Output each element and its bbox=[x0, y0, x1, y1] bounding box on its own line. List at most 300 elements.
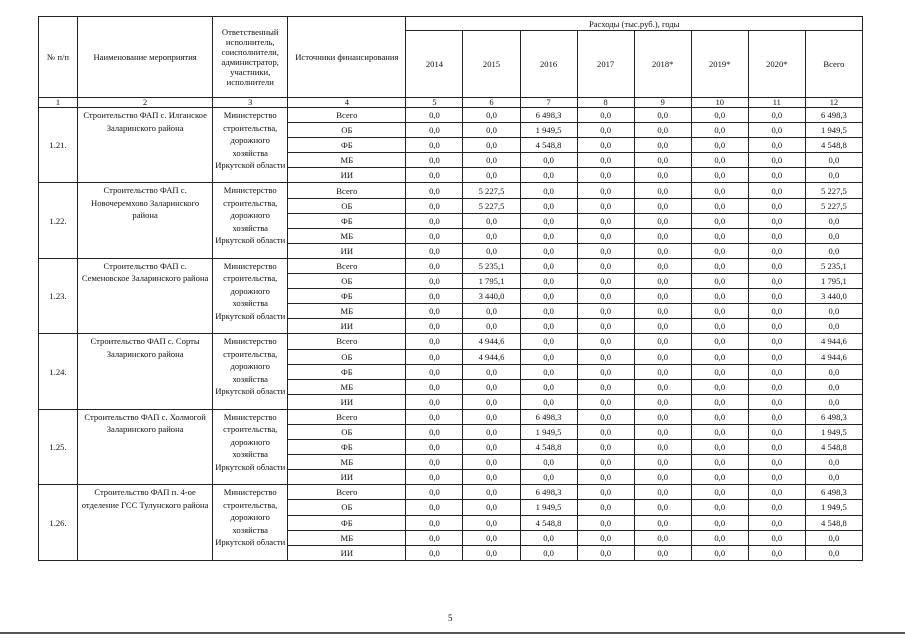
year-value: 0,0 bbox=[406, 515, 463, 530]
column-number: 6 bbox=[463, 98, 520, 108]
header-total: Всего bbox=[805, 31, 862, 98]
funding-source: ОБ bbox=[288, 349, 406, 364]
year-value: 0,0 bbox=[691, 530, 748, 545]
year-value: 1 949,5 bbox=[520, 123, 577, 138]
year-value: 0,0 bbox=[406, 470, 463, 485]
funding-source: ОБ bbox=[288, 198, 406, 213]
year-value: 0,0 bbox=[691, 334, 748, 349]
row-index: 1.22. bbox=[39, 183, 78, 258]
total-value: 0,0 bbox=[805, 153, 862, 168]
year-value: 0,0 bbox=[520, 470, 577, 485]
year-value: 0,0 bbox=[748, 530, 805, 545]
year-value: 0,0 bbox=[577, 530, 634, 545]
year-value: 0,0 bbox=[577, 304, 634, 319]
year-value: 0,0 bbox=[691, 470, 748, 485]
total-value: 0,0 bbox=[805, 379, 862, 394]
year-value: 0,0 bbox=[691, 515, 748, 530]
header-year: 2018* bbox=[634, 31, 691, 98]
year-value: 0,0 bbox=[520, 304, 577, 319]
year-value: 0,0 bbox=[691, 213, 748, 228]
year-value: 1 949,5 bbox=[520, 500, 577, 515]
year-value: 0,0 bbox=[520, 258, 577, 273]
year-value: 0,0 bbox=[577, 455, 634, 470]
year-value: 0,0 bbox=[577, 183, 634, 198]
year-value: 0,0 bbox=[634, 228, 691, 243]
funding-source: ИИ bbox=[288, 319, 406, 334]
page-edge-line bbox=[0, 632, 905, 634]
header-year: 2015 bbox=[463, 31, 520, 98]
year-value: 0,0 bbox=[577, 168, 634, 183]
year-value: 0,0 bbox=[520, 545, 577, 560]
year-value: 0,0 bbox=[748, 424, 805, 439]
year-value: 0,0 bbox=[691, 153, 748, 168]
year-value: 0,0 bbox=[634, 123, 691, 138]
year-value: 0,0 bbox=[406, 108, 463, 123]
funding-source: ФБ bbox=[288, 138, 406, 153]
table-row bbox=[39, 183, 863, 198]
year-value: 0,0 bbox=[463, 108, 520, 123]
total-value: 0,0 bbox=[805, 545, 862, 560]
year-value: 0,0 bbox=[748, 108, 805, 123]
year-value: 0,0 bbox=[520, 168, 577, 183]
total-value: 5 227,5 bbox=[805, 198, 862, 213]
year-value: 0,0 bbox=[520, 349, 577, 364]
total-value: 0,0 bbox=[805, 455, 862, 470]
year-value: 0,0 bbox=[577, 123, 634, 138]
funding-source: МБ bbox=[288, 379, 406, 394]
year-value: 0,0 bbox=[748, 349, 805, 364]
year-value: 0,0 bbox=[691, 123, 748, 138]
header-year: 2017 bbox=[577, 31, 634, 98]
funding-source: ОБ bbox=[288, 424, 406, 439]
total-value: 4 548,8 bbox=[805, 440, 862, 455]
year-value: 0,0 bbox=[406, 123, 463, 138]
funding-source: ФБ bbox=[288, 213, 406, 228]
year-value: 0,0 bbox=[463, 364, 520, 379]
funding-source: ОБ bbox=[288, 500, 406, 515]
header-name: Наименование мероприятия bbox=[78, 17, 213, 98]
year-value: 0,0 bbox=[634, 455, 691, 470]
year-value: 0,0 bbox=[748, 183, 805, 198]
table-row bbox=[39, 334, 863, 349]
year-value: 0,0 bbox=[748, 500, 805, 515]
header-year: 2014 bbox=[406, 31, 463, 98]
year-value: 0,0 bbox=[634, 289, 691, 304]
column-number: 12 bbox=[805, 98, 862, 108]
year-value: 0,0 bbox=[520, 289, 577, 304]
year-value: 0,0 bbox=[691, 108, 748, 123]
row-index: 1.21. bbox=[39, 108, 78, 183]
page-number: 5 bbox=[448, 613, 453, 623]
funding-source: Всего bbox=[288, 183, 406, 198]
total-value: 4 548,8 bbox=[805, 138, 862, 153]
year-value: 0,0 bbox=[520, 183, 577, 198]
year-value: 0,0 bbox=[577, 485, 634, 500]
funding-source: Всего bbox=[288, 258, 406, 273]
funding-source: Всего bbox=[288, 485, 406, 500]
year-value: 0,0 bbox=[406, 379, 463, 394]
year-value: 0,0 bbox=[748, 198, 805, 213]
year-value: 0,0 bbox=[463, 319, 520, 334]
year-value: 0,0 bbox=[691, 289, 748, 304]
year-value: 0,0 bbox=[691, 258, 748, 273]
year-value: 0,0 bbox=[577, 500, 634, 515]
total-value: 0,0 bbox=[805, 530, 862, 545]
row-index: 1.24. bbox=[39, 334, 78, 409]
table-row bbox=[39, 108, 863, 123]
header-year: 2020* bbox=[748, 31, 805, 98]
year-value: 0,0 bbox=[748, 123, 805, 138]
funding-source: МБ bbox=[288, 228, 406, 243]
year-value: 0,0 bbox=[463, 545, 520, 560]
budget-table-sheet bbox=[38, 16, 863, 561]
year-value: 0,0 bbox=[406, 545, 463, 560]
year-value: 0,0 bbox=[520, 153, 577, 168]
year-value: 0,0 bbox=[406, 409, 463, 424]
year-value: 0,0 bbox=[691, 168, 748, 183]
year-value: 0,0 bbox=[748, 364, 805, 379]
year-value: 4 944,6 bbox=[463, 349, 520, 364]
header-sources: Источники финансирования bbox=[288, 17, 406, 98]
year-value: 6 498,3 bbox=[520, 409, 577, 424]
year-value: 0,0 bbox=[691, 319, 748, 334]
year-value: 0,0 bbox=[577, 319, 634, 334]
year-value: 0,0 bbox=[577, 545, 634, 560]
year-value: 0,0 bbox=[634, 198, 691, 213]
year-value: 0,0 bbox=[691, 138, 748, 153]
year-value: 4 548,8 bbox=[520, 138, 577, 153]
year-value: 0,0 bbox=[748, 153, 805, 168]
year-value: 6 498,3 bbox=[520, 485, 577, 500]
total-value: 0,0 bbox=[805, 304, 862, 319]
funding-source: МБ bbox=[288, 304, 406, 319]
year-value: 0,0 bbox=[463, 394, 520, 409]
total-value: 0,0 bbox=[805, 319, 862, 334]
year-value: 0,0 bbox=[406, 304, 463, 319]
year-value: 0,0 bbox=[520, 213, 577, 228]
year-value: 0,0 bbox=[634, 545, 691, 560]
total-value: 6 498,3 bbox=[805, 108, 862, 123]
year-value: 0,0 bbox=[463, 515, 520, 530]
year-value: 0,0 bbox=[577, 243, 634, 258]
year-value: 0,0 bbox=[406, 228, 463, 243]
year-value: 0,0 bbox=[748, 394, 805, 409]
activity-name: Строительство ФАП с. Новочеремхово Заларинского района bbox=[78, 183, 213, 258]
total-value: 3 440,0 bbox=[805, 289, 862, 304]
funding-source: Всего bbox=[288, 108, 406, 123]
activity-name: Строительство ФАП с. Сорты Заларинского района bbox=[78, 334, 213, 409]
year-value: 0,0 bbox=[748, 334, 805, 349]
year-value: 0,0 bbox=[406, 530, 463, 545]
activity-name: Строительство ФАП с. Семеновское Заларинского района bbox=[78, 258, 213, 333]
year-value: 0,0 bbox=[520, 455, 577, 470]
funding-source: МБ bbox=[288, 153, 406, 168]
year-value: 0,0 bbox=[463, 379, 520, 394]
year-value: 0,0 bbox=[463, 424, 520, 439]
year-value: 0,0 bbox=[577, 289, 634, 304]
year-value: 0,0 bbox=[691, 424, 748, 439]
year-value: 0,0 bbox=[520, 530, 577, 545]
year-value: 0,0 bbox=[748, 274, 805, 289]
year-value: 0,0 bbox=[577, 379, 634, 394]
year-value: 0,0 bbox=[748, 138, 805, 153]
table-row bbox=[39, 258, 863, 273]
year-value: 0,0 bbox=[577, 213, 634, 228]
total-value: 1 949,5 bbox=[805, 424, 862, 439]
year-value: 0,0 bbox=[691, 545, 748, 560]
year-value: 0,0 bbox=[634, 364, 691, 379]
total-value: 0,0 bbox=[805, 213, 862, 228]
year-value: 0,0 bbox=[520, 379, 577, 394]
year-value: 0,0 bbox=[634, 243, 691, 258]
year-value: 0,0 bbox=[691, 485, 748, 500]
year-value: 0,0 bbox=[634, 530, 691, 545]
year-value: 0,0 bbox=[406, 274, 463, 289]
column-number: 2 bbox=[78, 98, 213, 108]
year-value: 0,0 bbox=[463, 213, 520, 228]
year-value: 0,0 bbox=[691, 500, 748, 515]
responsible-executor: Министерство строительства, дорожного хозяйства Иркутской области bbox=[213, 485, 288, 560]
year-value: 0,0 bbox=[406, 440, 463, 455]
year-value: 0,0 bbox=[748, 409, 805, 424]
funding-source: ФБ bbox=[288, 289, 406, 304]
year-value: 0,0 bbox=[463, 138, 520, 153]
year-value: 0,0 bbox=[634, 440, 691, 455]
year-value: 0,0 bbox=[748, 485, 805, 500]
year-value: 4 548,8 bbox=[520, 515, 577, 530]
year-value: 0,0 bbox=[691, 304, 748, 319]
funding-source: МБ bbox=[288, 530, 406, 545]
year-value: 0,0 bbox=[406, 153, 463, 168]
year-value: 0,0 bbox=[406, 364, 463, 379]
year-value: 0,0 bbox=[577, 108, 634, 123]
year-value: 4 944,6 bbox=[463, 334, 520, 349]
year-value: 0,0 bbox=[463, 228, 520, 243]
responsible-executor: Министерство строительства, дорожного хозяйства Иркутской области bbox=[213, 334, 288, 409]
total-value: 4 944,6 bbox=[805, 349, 862, 364]
year-value: 0,0 bbox=[577, 138, 634, 153]
year-value: 0,0 bbox=[406, 394, 463, 409]
year-value: 0,0 bbox=[691, 198, 748, 213]
year-value: 0,0 bbox=[634, 108, 691, 123]
year-value: 0,0 bbox=[406, 168, 463, 183]
row-index: 1.25. bbox=[39, 409, 78, 484]
activity-name: Строительство ФАП п. 4-ое отделение ГСС Тулунского района bbox=[78, 485, 213, 560]
year-value: 0,0 bbox=[748, 515, 805, 530]
year-value: 0,0 bbox=[406, 243, 463, 258]
column-number: 4 bbox=[288, 98, 406, 108]
year-value: 0,0 bbox=[691, 379, 748, 394]
year-value: 0,0 bbox=[748, 243, 805, 258]
year-value: 0,0 bbox=[520, 274, 577, 289]
funding-source: ФБ bbox=[288, 440, 406, 455]
year-value: 0,0 bbox=[691, 440, 748, 455]
year-value: 0,0 bbox=[634, 349, 691, 364]
year-value: 0,0 bbox=[463, 500, 520, 515]
year-value: 5 227,5 bbox=[463, 183, 520, 198]
year-value: 0,0 bbox=[634, 470, 691, 485]
funding-source: ИИ bbox=[288, 168, 406, 183]
year-value: 0,0 bbox=[748, 545, 805, 560]
total-value: 0,0 bbox=[805, 243, 862, 258]
total-value: 0,0 bbox=[805, 228, 862, 243]
year-value: 0,0 bbox=[748, 455, 805, 470]
year-value: 0,0 bbox=[463, 243, 520, 258]
total-value: 5 227,5 bbox=[805, 183, 862, 198]
year-value: 0,0 bbox=[691, 394, 748, 409]
year-value: 0,0 bbox=[406, 455, 463, 470]
column-number: 1 bbox=[39, 98, 78, 108]
total-value: 0,0 bbox=[805, 364, 862, 379]
year-value: 0,0 bbox=[634, 485, 691, 500]
year-value: 0,0 bbox=[691, 183, 748, 198]
total-value: 1 795,1 bbox=[805, 274, 862, 289]
year-value: 0,0 bbox=[463, 304, 520, 319]
year-value: 0,0 bbox=[577, 424, 634, 439]
year-value: 0,0 bbox=[406, 424, 463, 439]
total-value: 6 498,3 bbox=[805, 409, 862, 424]
responsible-executor: Министерство строительства, дорожного хозяйства Иркутской области bbox=[213, 183, 288, 258]
year-value: 0,0 bbox=[634, 304, 691, 319]
year-value: 0,0 bbox=[634, 500, 691, 515]
year-value: 0,0 bbox=[577, 440, 634, 455]
column-number: 5 bbox=[406, 98, 463, 108]
year-value: 0,0 bbox=[634, 515, 691, 530]
year-value: 0,0 bbox=[691, 455, 748, 470]
year-value: 1 795,1 bbox=[463, 274, 520, 289]
year-value: 4 548,8 bbox=[520, 440, 577, 455]
header-no: № п/п bbox=[39, 17, 78, 98]
year-value: 0,0 bbox=[520, 334, 577, 349]
year-value: 0,0 bbox=[463, 470, 520, 485]
row-index: 1.26. bbox=[39, 485, 78, 560]
total-value: 1 949,5 bbox=[805, 123, 862, 138]
year-value: 0,0 bbox=[691, 349, 748, 364]
funding-source: ФБ bbox=[288, 515, 406, 530]
year-value: 0,0 bbox=[691, 228, 748, 243]
year-value: 0,0 bbox=[634, 168, 691, 183]
year-value: 0,0 bbox=[577, 349, 634, 364]
year-value: 3 440,0 bbox=[463, 289, 520, 304]
year-value: 0,0 bbox=[748, 213, 805, 228]
funding-source: Всего bbox=[288, 409, 406, 424]
year-value: 0,0 bbox=[463, 168, 520, 183]
funding-source: ИИ bbox=[288, 243, 406, 258]
year-value: 0,0 bbox=[463, 440, 520, 455]
year-value: 0,0 bbox=[577, 364, 634, 379]
year-value: 0,0 bbox=[577, 409, 634, 424]
total-value: 4 944,6 bbox=[805, 334, 862, 349]
column-number: 10 bbox=[691, 98, 748, 108]
activity-name: Строительство ФАП с. Холмогой Заларинского района bbox=[78, 409, 213, 484]
year-value: 0,0 bbox=[577, 394, 634, 409]
year-value: 0,0 bbox=[634, 424, 691, 439]
year-value: 0,0 bbox=[748, 319, 805, 334]
header-year: 2016 bbox=[520, 31, 577, 98]
year-value: 0,0 bbox=[691, 409, 748, 424]
year-value: 0,0 bbox=[406, 485, 463, 500]
year-value: 0,0 bbox=[406, 213, 463, 228]
column-number: 11 bbox=[748, 98, 805, 108]
column-number: 8 bbox=[577, 98, 634, 108]
year-value: 0,0 bbox=[406, 500, 463, 515]
column-number: 3 bbox=[213, 98, 288, 108]
year-value: 0,0 bbox=[577, 153, 634, 168]
year-value: 0,0 bbox=[463, 409, 520, 424]
total-value: 0,0 bbox=[805, 394, 862, 409]
year-value: 0,0 bbox=[634, 319, 691, 334]
activity-name: Строительство ФАП с. Илганское Заларинского района bbox=[78, 108, 213, 183]
table-row bbox=[39, 485, 863, 500]
year-value: 0,0 bbox=[577, 470, 634, 485]
year-value: 0,0 bbox=[634, 138, 691, 153]
row-index: 1.23. bbox=[39, 258, 78, 333]
year-value: 0,0 bbox=[520, 228, 577, 243]
funding-source: ОБ bbox=[288, 274, 406, 289]
year-value: 0,0 bbox=[748, 440, 805, 455]
year-value: 0,0 bbox=[634, 258, 691, 273]
total-value: 0,0 bbox=[805, 168, 862, 183]
header-year: 2019* bbox=[691, 31, 748, 98]
year-value: 0,0 bbox=[634, 409, 691, 424]
year-value: 0,0 bbox=[748, 258, 805, 273]
table-body bbox=[39, 108, 863, 561]
year-value: 0,0 bbox=[748, 470, 805, 485]
total-value: 4 548,8 bbox=[805, 515, 862, 530]
header-expenses: Расходы (тыс.руб.), годы bbox=[406, 17, 863, 31]
year-value: 0,0 bbox=[463, 455, 520, 470]
header-responsible: Ответственный исполнитель, соисполнители, администратор, участники, исполнители bbox=[213, 17, 288, 98]
year-value: 0,0 bbox=[520, 243, 577, 258]
year-value: 0,0 bbox=[634, 183, 691, 198]
year-value: 6 498,3 bbox=[520, 108, 577, 123]
year-value: 0,0 bbox=[520, 394, 577, 409]
budget-table bbox=[38, 16, 863, 561]
year-value: 0,0 bbox=[577, 198, 634, 213]
year-value: 0,0 bbox=[577, 258, 634, 273]
total-value: 0,0 bbox=[805, 470, 862, 485]
year-value: 0,0 bbox=[463, 123, 520, 138]
year-value: 0,0 bbox=[406, 349, 463, 364]
year-value: 0,0 bbox=[577, 334, 634, 349]
year-value: 0,0 bbox=[520, 319, 577, 334]
year-value: 0,0 bbox=[406, 258, 463, 273]
year-value: 0,0 bbox=[691, 274, 748, 289]
year-value: 0,0 bbox=[691, 364, 748, 379]
year-value: 0,0 bbox=[463, 530, 520, 545]
year-value: 0,0 bbox=[520, 198, 577, 213]
year-value: 5 227,5 bbox=[463, 198, 520, 213]
year-value: 1 949,5 bbox=[520, 424, 577, 439]
column-number: 9 bbox=[634, 98, 691, 108]
year-value: 0,0 bbox=[748, 304, 805, 319]
year-value: 0,0 bbox=[748, 289, 805, 304]
funding-source: ИИ bbox=[288, 470, 406, 485]
responsible-executor: Министерство строительства, дорожного хозяйства Иркутской области bbox=[213, 258, 288, 333]
year-value: 0,0 bbox=[691, 243, 748, 258]
year-value: 0,0 bbox=[634, 394, 691, 409]
table-row bbox=[39, 409, 863, 424]
year-value: 0,0 bbox=[577, 228, 634, 243]
year-value: 5 235,1 bbox=[463, 258, 520, 273]
column-number: 7 bbox=[520, 98, 577, 108]
funding-source: ФБ bbox=[288, 364, 406, 379]
year-value: 0,0 bbox=[406, 138, 463, 153]
year-value: 0,0 bbox=[634, 334, 691, 349]
year-value: 0,0 bbox=[634, 274, 691, 289]
year-value: 0,0 bbox=[634, 379, 691, 394]
responsible-executor: Министерство строительства, дорожного хозяйства Иркутской области bbox=[213, 108, 288, 183]
